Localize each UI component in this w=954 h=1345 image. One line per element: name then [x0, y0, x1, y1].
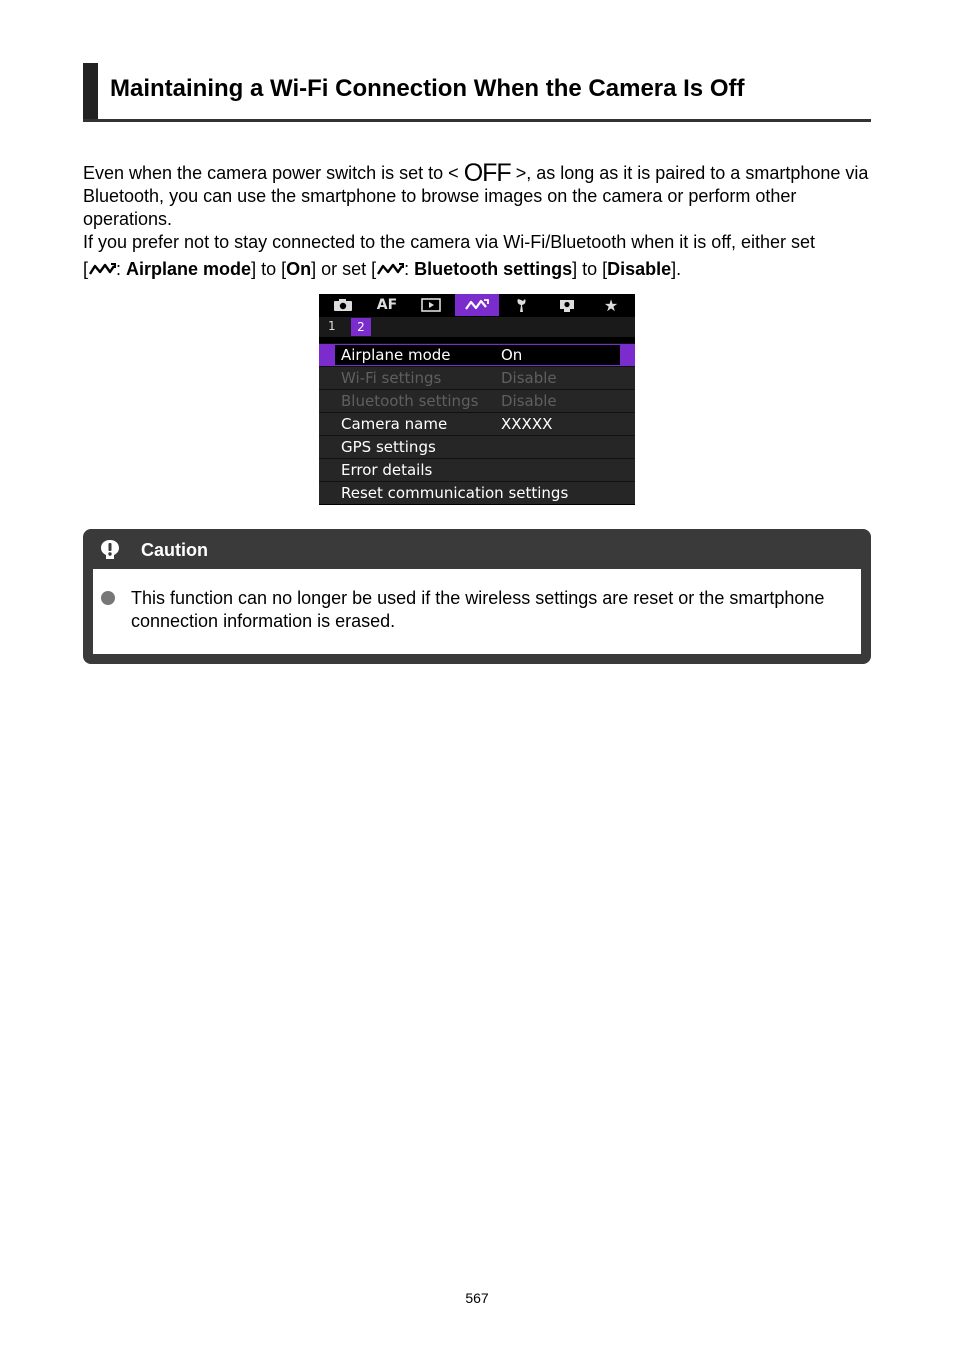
camera-icon[interactable]	[321, 294, 365, 316]
caution-text: This function can no longer be used if the wireless settings are reset or the smartphone connection information is erased.	[131, 588, 825, 631]
playback-icon[interactable]	[409, 294, 453, 316]
subtab-2[interactable]: 2	[351, 318, 371, 336]
caution-title: Caution	[141, 540, 208, 560]
menu-item-error-details[interactable]: Error details	[319, 458, 635, 481]
on-term: On	[286, 259, 312, 279]
caution-box	[83, 529, 871, 664]
off-symbol: OFF	[463, 159, 511, 187]
af-tab[interactable]: AF	[376, 297, 398, 313]
camera-menu-screenshot	[319, 294, 635, 505]
section-heading	[83, 63, 871, 122]
wireless-icon	[88, 262, 116, 276]
custom-icon[interactable]	[545, 294, 589, 316]
menu-tab-bar	[319, 294, 635, 316]
paragraph-1: Even when the camera power switch is set to < OFF >, as long as it is paired to a smartphone via Bluetooth, you can use the smartphone to browse images on the camera or perform other operations.	[83, 159, 869, 229]
body-text	[83, 159, 883, 281]
menu-item-gps-settings[interactable]: GPS settings	[319, 435, 635, 458]
paragraph-2: If you prefer not to stay connected to the camera via Wi-Fi/Bluetooth when it is off, either set [ : Airplane mode] to [On] or set [ : Bluetooth settings] to [Disable].	[83, 231, 883, 281]
disable-term: Disable	[607, 259, 672, 279]
page-title: Maintaining a Wi-Fi Connection When the Camera Is Off	[110, 75, 745, 102]
menu-item-wifi-settings[interactable]: Wi-Fi settings Disable	[319, 366, 635, 389]
wrench-icon[interactable]	[499, 294, 543, 316]
bullet-icon	[101, 591, 115, 605]
menu-subtab-row	[319, 317, 635, 337]
bluetooth-settings-term: Bluetooth settings	[414, 259, 573, 279]
caution-icon	[99, 539, 121, 561]
paragraph-2-settings-line: [ : Airplane mode] to [On] or set [ : Bluetooth settings] to [Disable].	[83, 259, 682, 279]
menu-item-reset-communication-settings[interactable]: Reset communication settings	[319, 481, 635, 504]
wireless-icon	[376, 262, 404, 276]
caution-body	[93, 569, 861, 654]
wireless-icon[interactable]	[455, 294, 499, 316]
menu-item-airplane-mode[interactable]: Airplane mode On	[319, 343, 635, 366]
star-icon[interactable]: ★	[603, 295, 619, 315]
heading-accent-bar	[83, 63, 98, 119]
menu-item-bluetooth-settings[interactable]: Bluetooth settings Disable	[319, 389, 635, 412]
page-number: 567	[465, 1290, 489, 1306]
airplane-mode-term: Airplane mode	[126, 259, 252, 279]
subtab-1[interactable]: 1	[328, 319, 336, 333]
menu-item-camera-name[interactable]: Camera name XXXXX	[319, 412, 635, 435]
